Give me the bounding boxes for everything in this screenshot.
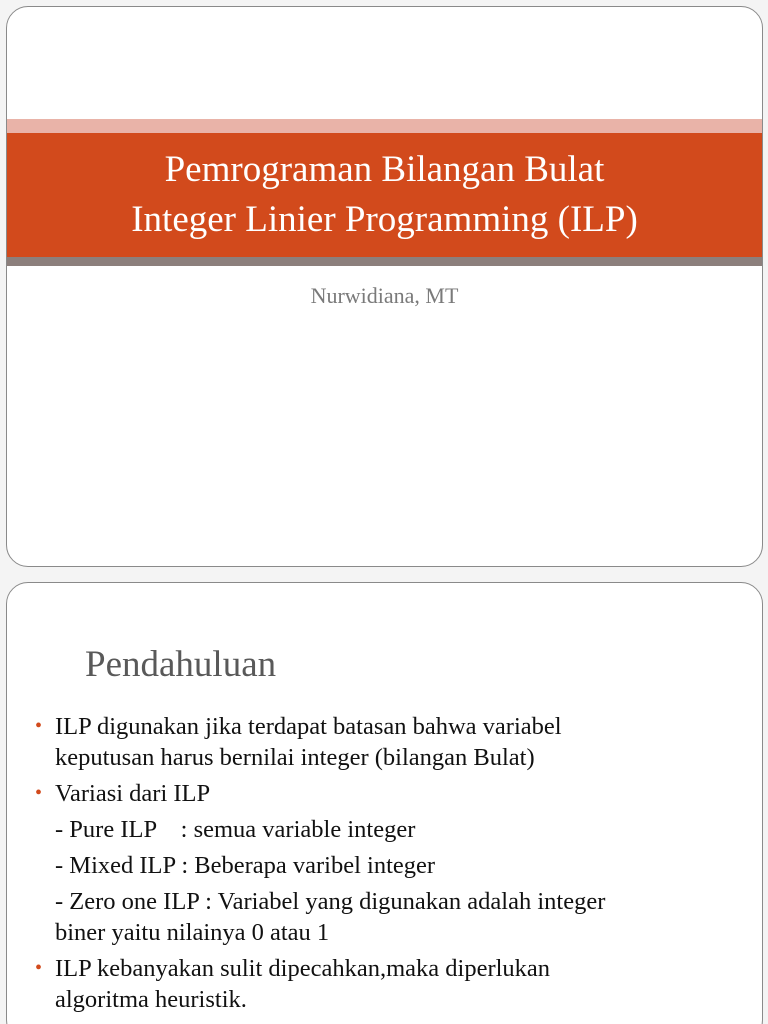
bullet-text-line: ILP digunakan jika terdapat batasan bahwa variabel — [55, 713, 562, 740]
slide-title-line-1: Pemrograman Bilangan Bulat — [164, 149, 605, 190]
slide-1[interactable] — [6, 6, 763, 567]
slide-content — [33, 711, 748, 1020]
slide-title-line-2: Integer Linier Programming (ILP) — [131, 199, 638, 240]
slide-heading: Pendahuluan — [85, 644, 277, 685]
bullet-text-line: keputusan harus bernilai integer (bilangan Bulat) — [55, 744, 535, 771]
sub-item-zero-one-ilp — [33, 886, 748, 948]
slide-subtitle: Nurwidiana, MT — [310, 283, 459, 308]
sub-item-text-line: biner yaitu nilainya 0 atau 1 — [55, 919, 330, 946]
title-accent-band-bottom — [7, 257, 762, 266]
sub-item-pure-ilp: - Pure ILP : semua variable integer — [55, 816, 416, 843]
bullet-item — [33, 953, 748, 1015]
bullet-item — [33, 711, 748, 773]
bullet-text-line: algoritma heuristik. — [55, 986, 247, 1013]
slide-2[interactable] — [6, 582, 763, 1024]
bullet-icon: • — [35, 715, 43, 737]
bullet-icon: • — [35, 782, 43, 804]
title-accent-band-top — [7, 119, 762, 133]
bullet-text-line: ILP kebanyakan sulit dipecahkan,maka diperlukan — [55, 955, 551, 982]
sub-item-mixed-ilp: - Mixed ILP : Beberapa varibel integer — [55, 852, 436, 879]
title-band — [7, 133, 762, 257]
sub-item-text-line: - Zero one ILP : Variabel yang digunakan adalah integer — [55, 888, 606, 915]
bullet-item — [33, 778, 748, 809]
bullet-icon: • — [35, 957, 43, 979]
bullet-text-line: Variasi dari ILP — [55, 780, 211, 807]
